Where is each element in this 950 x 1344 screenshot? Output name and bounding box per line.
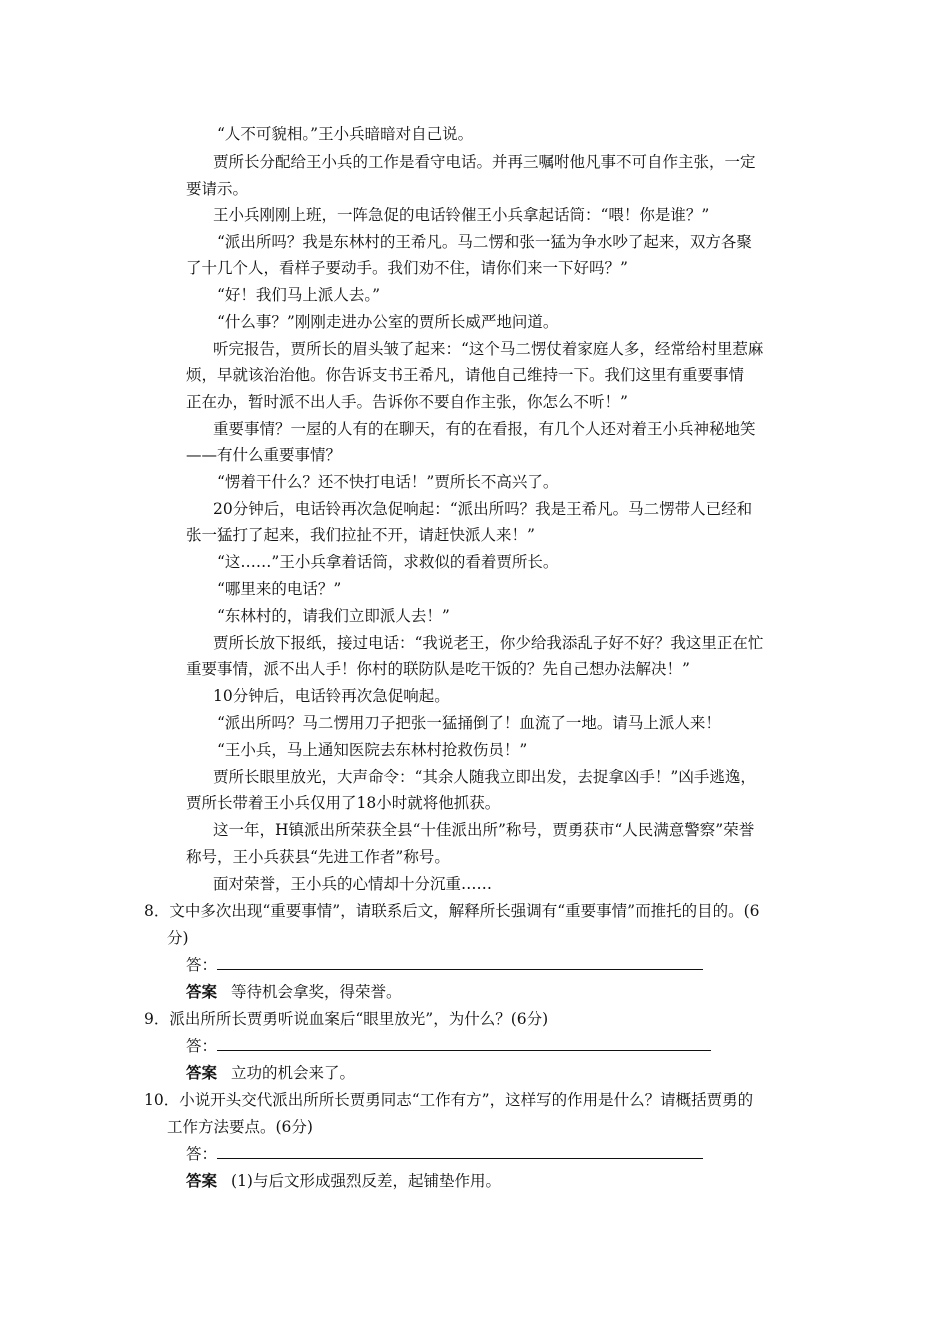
question-text: 小说开头交代派出所所长贾勇同志“工作有方”，这样写的作用是什么？请概括贾勇的 (179, 1091, 754, 1109)
story-line: “派出所吗？我是东林村的王希凡。马二愣和张一猛为争水吵了起来，双方各聚 (217, 233, 752, 251)
story-line: ——有什么重要事情？ (186, 446, 342, 464)
question-9 (144, 1009, 548, 1029)
story-line: 重要事情？一屋的人有的在聊天，有的在看报，有几个人还对着王小兵神秘地笑 (213, 420, 756, 438)
answer-blank-line (217, 1036, 711, 1051)
story-line: 张一猛打了起来，我们拉扯不开，请赶快派人来！” (186, 526, 535, 544)
story-line: “好！我们马上派人去。” (217, 286, 381, 304)
answer-prompt-row (186, 1144, 703, 1164)
question-number: 10． (144, 1091, 180, 1109)
story-line: 重要事情，派不出人手！你村的联防队是吃干饭的？先自己想办法解决！” (186, 660, 690, 678)
story-line: 听完报告，贾所长的眉头皱了起来：“这个马二愣仗着家庭人多，经常给村里惹麻 (213, 340, 764, 358)
answer-text: 等待机会拿奖，得荣誉。 (231, 983, 402, 1001)
story-line: “派出所吗？马二愣用刀子把张一猛捅倒了！血流了一地。请马上派人来！ (217, 714, 721, 732)
question-number: 9． (144, 1010, 170, 1028)
answer-label: 答案 (186, 1171, 218, 1190)
story-line: 面对荣誉，王小兵的心情却十分沉重…… (213, 875, 493, 893)
story-line: “哪里来的电话？” (217, 580, 342, 598)
answer-prompt-row (186, 955, 703, 975)
answer-prompt: 答： (186, 956, 218, 974)
story-line: “东林村的，请我们立即派人去！” (217, 607, 450, 625)
story-line: 20分钟后，电话铃再次急促响起：“派出所吗？我是王希凡。马二愣带人已经和 (213, 500, 753, 518)
story-line: 正在办，暂时派不出人手。告诉你不要自作主张，你怎么不听！” (186, 393, 628, 411)
story-line: “愣着干什么？还不快打电话！”贾所长不高兴了。 (217, 473, 559, 491)
story-line: 王小兵刚刚上班，一阵急促的电话铃催王小兵拿起话筒：“喂！你是谁？” (213, 206, 710, 224)
story-line: 10分钟后，电话铃再次急促响起。 (213, 687, 450, 705)
story-line: “什么事？”刚刚走进办公室的贾所长威严地问道。 (217, 313, 559, 331)
question-text: 派出所所长贾勇听说血案后“眼里放光”，为什么？(6分) (169, 1010, 549, 1028)
answer-blank-line (217, 1144, 703, 1159)
story-line: “王小兵，马上通知医院去东林村抢救伤员！” (217, 741, 528, 759)
answer-label: 答案 (186, 982, 218, 1001)
story-line: “人不可貌相。”王小兵暗暗对自己说。 (217, 125, 474, 143)
answer-prompt-row (186, 1036, 711, 1056)
question-text-continued: 工作方法要点。(6分) (167, 1118, 313, 1136)
answer-row (186, 1171, 501, 1191)
story-line: 烦，早就该治治他。你告诉支书王希凡，请他自己维持一下。我们这里有重要事情 (186, 366, 745, 384)
question-8 (144, 901, 759, 921)
answer-text: 立功的机会来了。 (231, 1064, 356, 1082)
story-line: 称号，王小兵获县“先进工作者”称号。 (186, 848, 450, 866)
answer-prompt: 答： (186, 1145, 218, 1163)
question-10 (144, 1090, 753, 1110)
story-line: 贾所长带着王小兵仅用了18小时就将他抓获。 (186, 794, 501, 812)
question-number: 8． (144, 902, 170, 920)
story-line: 贾所长放下报纸，接过电话：“我说老王，你少给我添乱子好不好？我这里正在忙 (213, 634, 764, 652)
answer-prompt: 答： (186, 1037, 218, 1055)
answer-text: (1)与后文形成强烈反差，起铺垫作用。 (231, 1172, 501, 1190)
story-line: 了十几个人，看样子要动手。我们劝不住，请你们来一下好吗？” (186, 259, 628, 277)
story-line: 这一年，H镇派出所荣获全县“十佳派出所”称号，贾勇获市“人民满意警察”荣誉 (213, 821, 755, 839)
question-text: 文中多次出现“重要事情”，请联系后文，解释所长强调有“重要事情”而推托的目的。(6 (169, 902, 760, 920)
question-text-continued: 分) (167, 929, 189, 947)
story-line: 贾所长分配给王小兵的工作是看守电话。并再三嘱咐他凡事不可自作主张，一定 (213, 153, 756, 171)
answer-row (186, 1063, 355, 1083)
answer-row (186, 982, 402, 1002)
answer-label: 答案 (186, 1063, 218, 1082)
story-line: 要请示。 (186, 180, 249, 198)
answer-blank-line (217, 955, 703, 970)
story-line: 贾所长眼里放光，大声命令：“其余人随我立即出发，去捉拿凶手！”凶手逃逸， (213, 768, 756, 786)
story-line: “这……”王小兵拿着话筒，求救似的看着贾所长。 (217, 553, 559, 571)
